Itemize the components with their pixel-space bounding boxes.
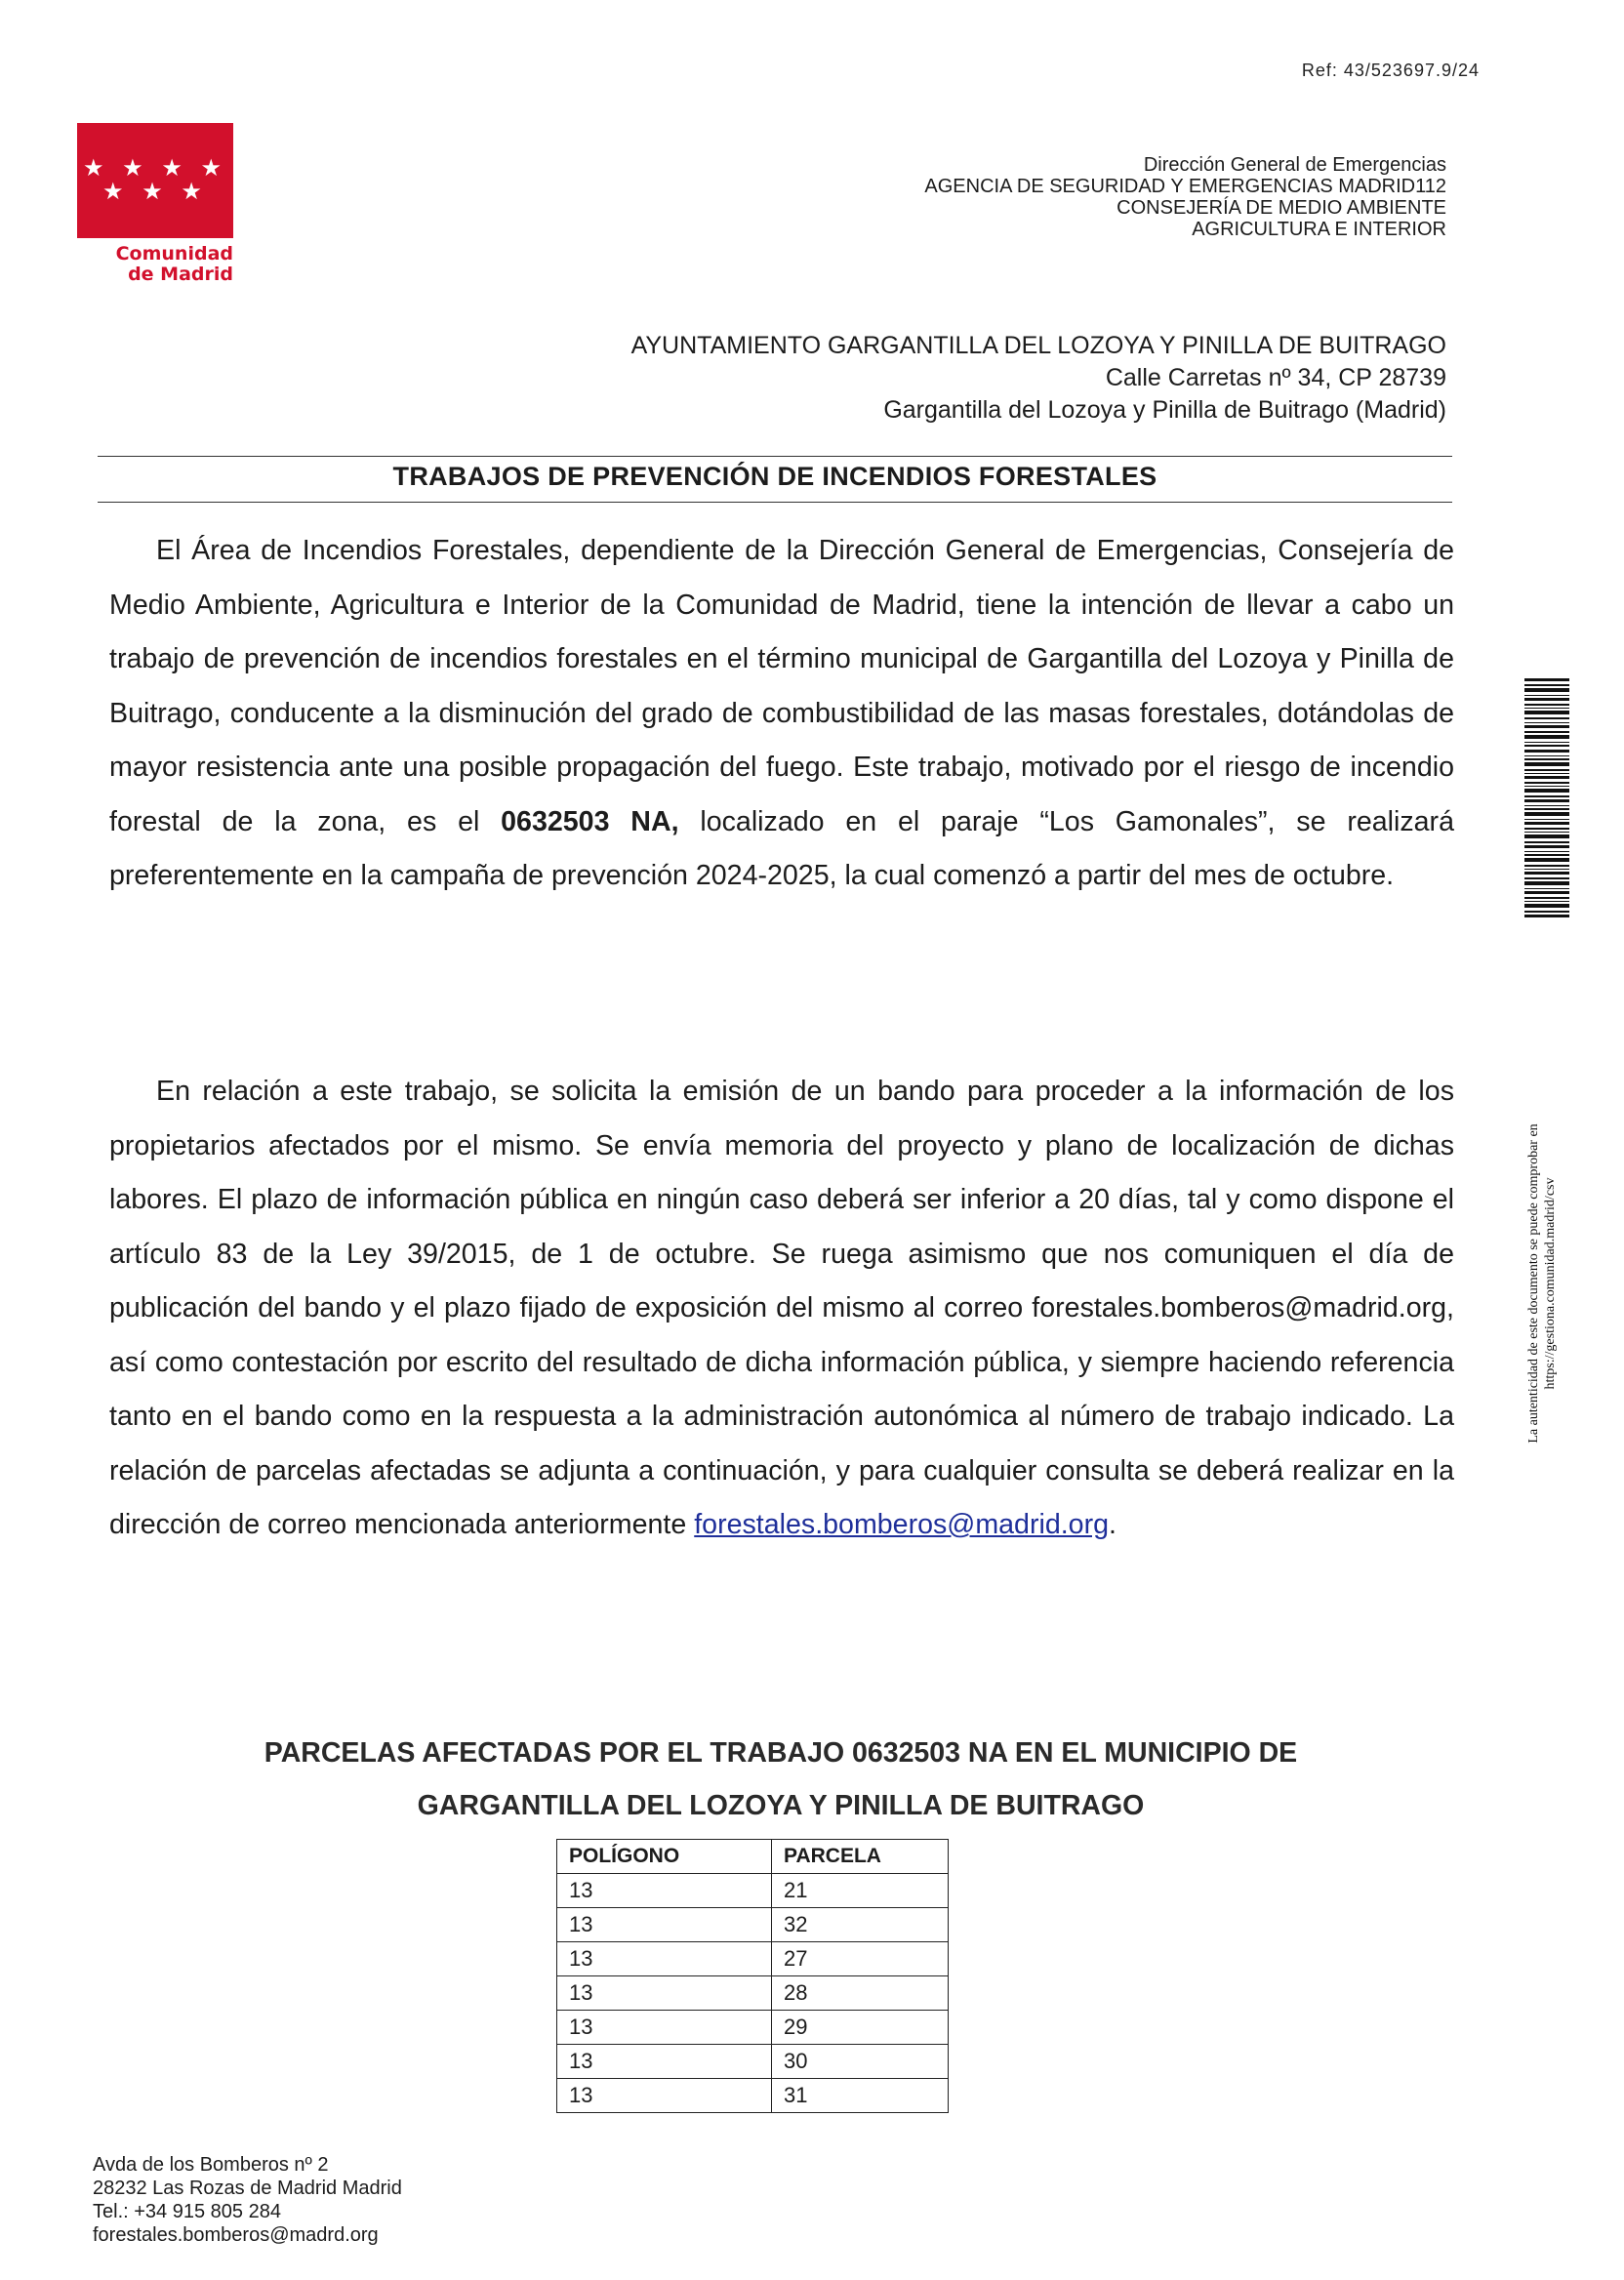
cell-parcela: 28	[772, 1976, 949, 2011]
cell-poligono: 13	[557, 1908, 772, 1942]
authenticity-note-text	[1525, 1039, 1559, 1527]
footer-line: forestales.bomberos@madrd.org	[93, 2224, 379, 2246]
cell-poligono: 13	[557, 1942, 772, 1976]
cell-parcela: 32	[772, 1908, 949, 1942]
column-header-parcela: PARCELA	[772, 1840, 949, 1874]
authenticity-note-line1: La autenticidad de este documento se puede comprobar en	[1526, 1123, 1541, 1444]
footer-line: Tel.: +34 915 805 284	[93, 2201, 281, 2222]
table-row	[557, 1874, 949, 1908]
cell-poligono: 13	[557, 1874, 772, 1908]
cell-parcela: 27	[772, 1942, 949, 1976]
recipient-line: AYUNTAMIENTO GARGANTILLA DEL LOZOYA Y PINILLA DE BUITRAGO	[630, 332, 1446, 359]
logo-flag	[77, 123, 233, 238]
sender-block	[924, 154, 1446, 240]
email-link[interactable]: forestales.bomberos@madrid.org	[694, 1509, 1109, 1540]
parcels-heading	[146, 1727, 1415, 1832]
barcode-icon	[1524, 678, 1569, 917]
column-header-poligono: POLÍGONO	[557, 1840, 772, 1874]
cell-parcela: 31	[772, 2079, 949, 2113]
table-row	[557, 2079, 949, 2113]
table-header-row	[557, 1840, 949, 1874]
paragraph2-end: .	[1109, 1509, 1116, 1540]
parcels-table	[556, 1839, 949, 2113]
cell-parcela: 30	[772, 2045, 949, 2079]
table-row	[557, 1908, 949, 1942]
cell-poligono: 13	[557, 2079, 772, 2113]
footer-line: 28232 Las Rozas de Madrid Madrid	[93, 2178, 402, 2199]
table-row	[557, 2011, 949, 2045]
cell-poligono: 13	[557, 2045, 772, 2079]
parcels-heading-line2: GARGANTILLA DEL LOZOYA Y PINILLA DE BUITRAGO	[417, 1790, 1145, 1821]
document-title: TRABAJOS DE PREVENCIÓN DE INCENDIOS FORESTALES	[392, 462, 1157, 491]
body-paragraph-2	[109, 1065, 1454, 1553]
reference-number: Ref: 43/523697.9/24	[1301, 61, 1480, 80]
sender-line: AGRICULTURA E INTERIOR	[1192, 219, 1446, 240]
recipient-line: Calle Carretas nº 34, CP 28739	[1105, 364, 1446, 391]
paragraph1-text-a: El Área de Incendios Forestales, dependiente de la Dirección General de Emergencias, Consejería de Medio Ambiente, Agricultura e Interior de la Comunidad de Madrid, tiene la intención de llevar a cabo un trabajo de prevención de incendios forestales en el término municipal de Gargantilla del Lozoya y Pinilla de Buitrago, conducente a la disminución del grado de combustibilidad de las masas forestales, dotándolas de mayor resistencia ante una posible propagación del fuego. Este trabajo, motivado por el riesgo de incendio forestal de la zona, es el	[109, 535, 1454, 837]
comunidad-de-madrid-logo	[77, 123, 239, 285]
footer-address	[93, 2153, 402, 2247]
logo-stars-top-icon: ★ ★ ★ ★	[82, 155, 228, 182]
table-row	[557, 2045, 949, 2079]
cell-poligono: 13	[557, 1976, 772, 2011]
recipient-block	[631, 330, 1446, 427]
parcels-heading-line1: PARCELAS AFECTADAS POR EL TRABAJO 0632503 NA EN EL MUNICIPIO DE	[264, 1737, 1298, 1769]
logo-stars-bottom-icon: ★ ★ ★	[102, 179, 208, 205]
logo-text	[77, 244, 233, 285]
recipient-line: Gargantilla del Lozoya y Pinilla de Buitrago (Madrid)	[883, 396, 1446, 424]
table-row	[557, 1942, 949, 1976]
paragraph2-text: En relación a este trabajo, se solicita la emisión de un bando para proceder a la información de los propietarios afectados por el mismo. Se envía memoria del proyecto y plano de localización de dichas labores. El plazo de información pública en ningún caso deberá ser inferior a 20 días, tal y como dispone el artículo 83 de la Ley 39/2015, de 1 de octubre. Se ruega asimismo que nos comuniquen el día de publicación del bando y el plazo fijado de exposición del mismo al correo forestales.bomberos@madrid.org, así como contestación por escrito del resultado de dicha información pública, y siempre haciendo referencia tanto en el bando como en la respuesta a la administración autonómica al número de trabajo indicado. La relación de parcelas afectadas se adjunta a continuación, y para cualquier consulta se deberá realizar en la dirección de correo mencionada anteriormente	[109, 1076, 1454, 1540]
cell-poligono: 13	[557, 2011, 772, 2045]
footer-line: Avda de los Bomberos nº 2	[93, 2154, 329, 2176]
sender-line: Dirección General de Emergencias	[1143, 154, 1446, 176]
body-paragraph-1	[109, 524, 1454, 904]
logo-text-line1: Comunidad	[115, 243, 233, 265]
sender-line: AGENCIA DE SEGURIDAD Y EMERGENCIAS MADRID112	[924, 176, 1446, 197]
authenticity-note-line2: https://gestiona.comunidad.madrid/csv	[1543, 1177, 1558, 1390]
logo-text-line2: de Madrid	[128, 264, 233, 285]
title-rule-bottom	[98, 502, 1452, 503]
paragraph1-text-b: localizado en el paraje “Los Gamonales”, se realizará preferentemente en la campaña de prevención 2024-2025, la cual comenzó a partir del mes de octubre.	[109, 805, 1454, 891]
work-id: 0632503 NA,	[501, 805, 679, 837]
sender-line: CONSEJERÍA DE MEDIO AMBIENTE	[1116, 197, 1446, 219]
table-row	[557, 1976, 949, 2011]
title-rule-top	[98, 456, 1452, 457]
cell-parcela: 21	[772, 1874, 949, 1908]
cell-parcela: 29	[772, 2011, 949, 2045]
